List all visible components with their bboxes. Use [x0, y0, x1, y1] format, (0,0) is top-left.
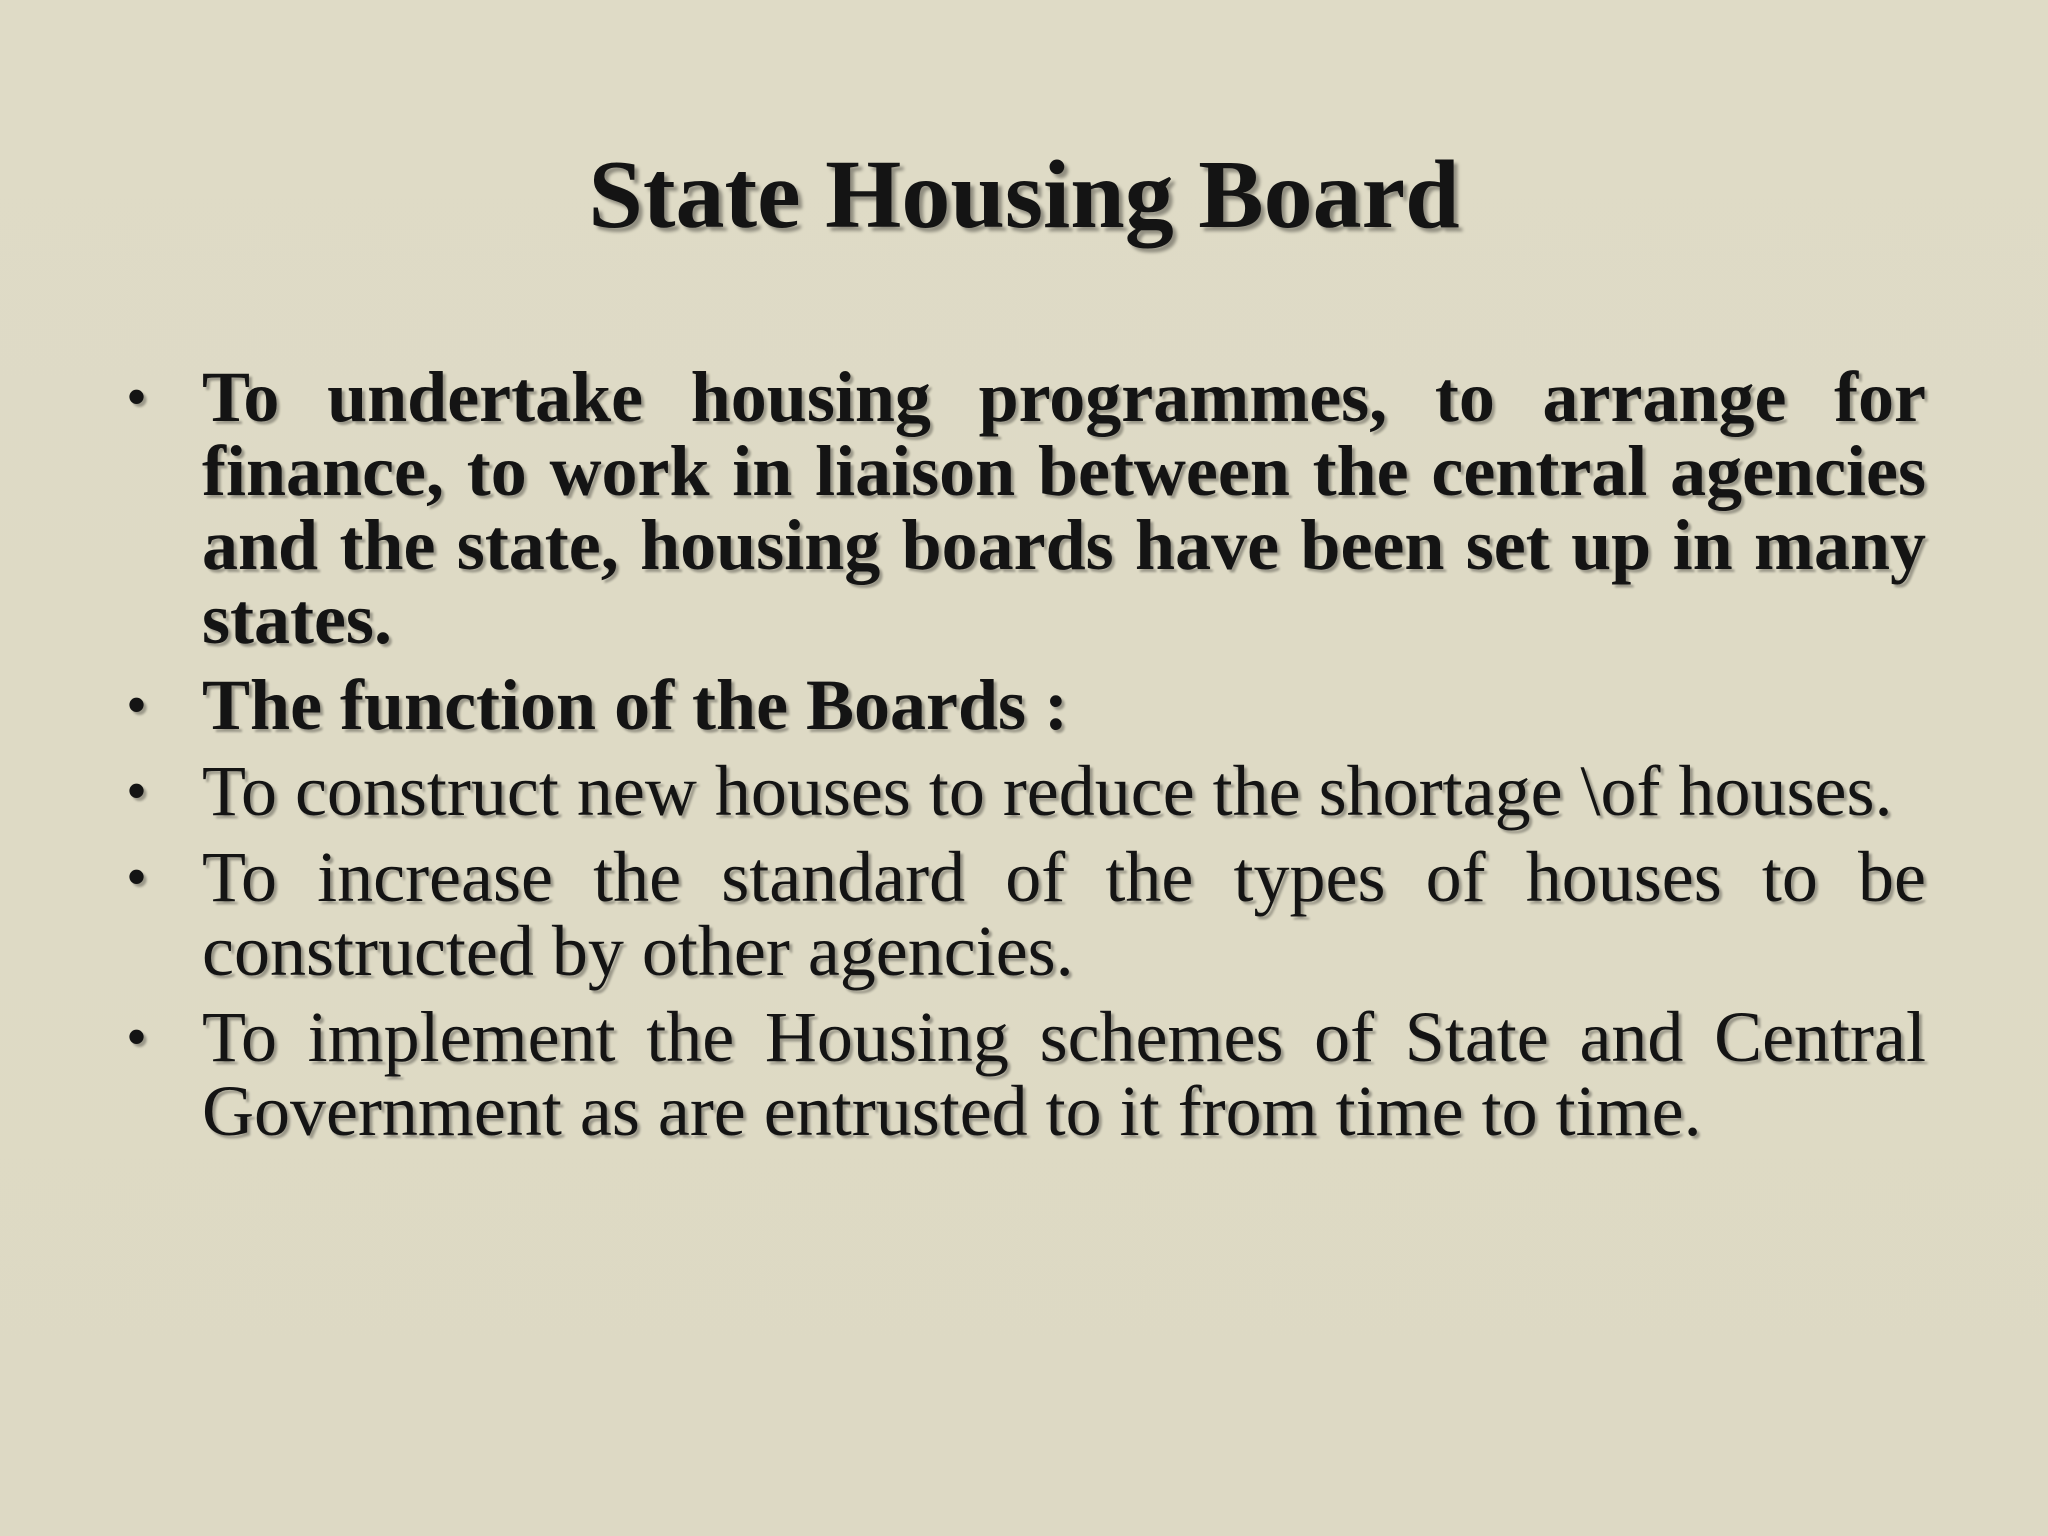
bullet-item [118, 357, 1926, 659]
bullet-text: The function of the Boards : [202, 665, 1069, 745]
bullet-item [118, 997, 1926, 1151]
bullet-icon: • [126, 844, 148, 910]
bullet-text: To implement the Housing schemes of State and Central Government as are entrusted to it from time to time. [202, 997, 1926, 1151]
bullet-item [118, 751, 1926, 831]
bullet-icon: • [126, 1004, 148, 1070]
bullet-text: To construct new houses to reduce the shortage \of houses. [202, 751, 1893, 831]
bullet-list [118, 357, 1926, 1160]
bullet-text: To increase the standard of the types of houses to be constructed by other agencies. [202, 837, 1926, 991]
bullet-icon: • [126, 758, 148, 824]
bullet-icon: • [126, 364, 148, 430]
bullet-item [118, 837, 1926, 991]
bullet-text: To undertake housing programmes, to arrange for finance, to work in liaison between the central agencies and the state, housing boards have been set up in many states. [202, 357, 1926, 659]
bullet-item [118, 665, 1926, 745]
slide-title: State Housing Board [588, 141, 1460, 249]
bullet-icon: • [126, 672, 148, 738]
